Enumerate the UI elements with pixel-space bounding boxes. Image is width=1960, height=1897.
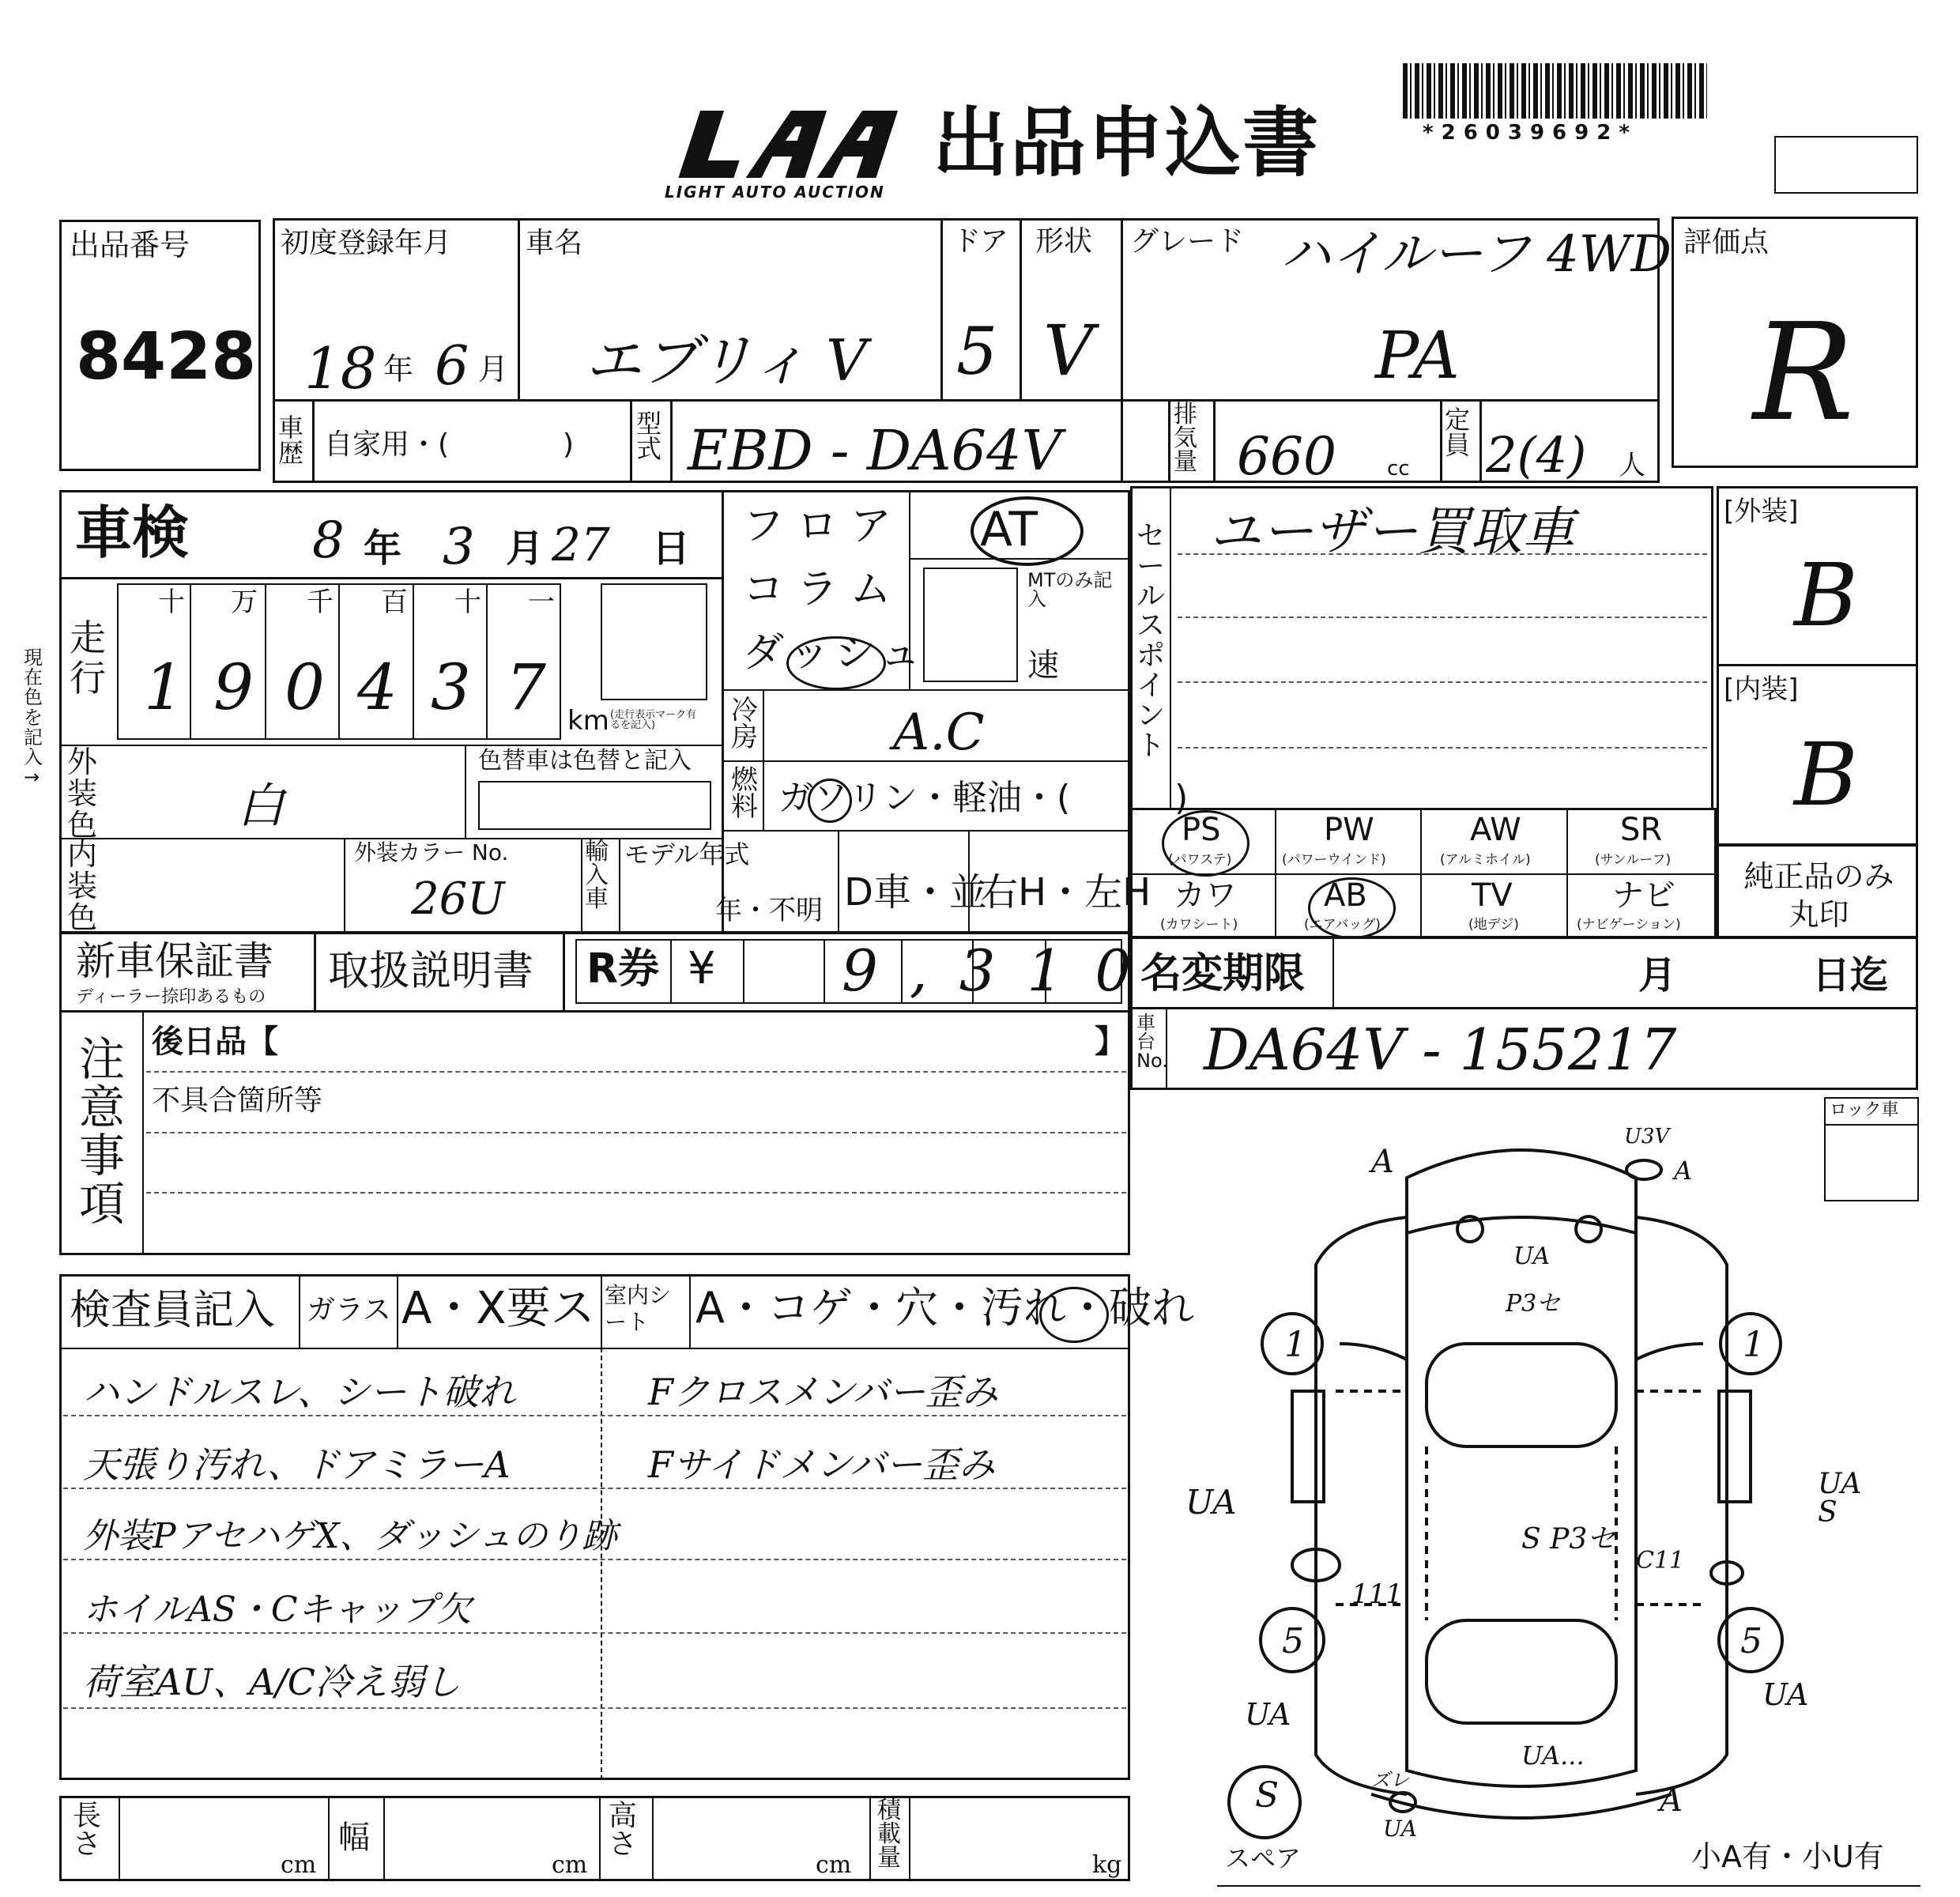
glass-value: A・X要ス bbox=[401, 1283, 595, 1334]
model-year-label: モデル年式 bbox=[624, 839, 750, 869]
mark-zure: ズレ bbox=[1371, 1769, 1409, 1791]
door-value: 5 bbox=[956, 315, 998, 390]
dim-width-label: 幅 bbox=[338, 1820, 370, 1856]
genuine-only-label: 純正品のみ丸印 bbox=[1743, 859, 1894, 932]
repaint-label: 色替車は色替と記入 bbox=[478, 747, 692, 775]
mileage-digit-1: 1 bbox=[144, 651, 184, 724]
history-label: 車歴 bbox=[278, 413, 304, 468]
dealer-value: D車・並 bbox=[844, 870, 987, 915]
listing-number-label: 出品番号 bbox=[70, 228, 190, 262]
mark-u3v: U3V bbox=[1624, 1125, 1670, 1148]
recycle-label: R券 bbox=[586, 945, 660, 993]
chassis-label: 車台No. bbox=[1136, 1012, 1168, 1072]
inspector-note-3: 外装PアセハゲX、ダッシュのり跡 bbox=[83, 1516, 617, 1556]
blank-box bbox=[1774, 136, 1918, 194]
mileage-digit-2: 9 bbox=[213, 651, 254, 724]
small-note: 小A有・小U有 bbox=[1691, 1839, 1884, 1874]
color-no-label: 外装カラー No. bbox=[354, 839, 509, 866]
equip-sr: SR bbox=[1620, 812, 1663, 848]
digit-label-10k: 万 bbox=[231, 586, 258, 618]
score-label: 評価点 bbox=[1683, 226, 1770, 258]
interior-grade-box bbox=[1717, 664, 1918, 846]
dimensions-box bbox=[59, 1796, 1130, 1881]
inspector-note-r1: Fクロスメンバー歪み bbox=[648, 1371, 998, 1413]
mark-1-right: 1 bbox=[1743, 1325, 1765, 1365]
mark-111: 111 bbox=[1351, 1578, 1403, 1610]
equip-tv-sub: (地デジ) bbox=[1468, 917, 1519, 933]
at-circle bbox=[971, 496, 1084, 566]
grade-label: グレード bbox=[1130, 225, 1245, 258]
mileage-unit-note: (走行表示マーク有るを記入) bbox=[610, 709, 697, 731]
mileage-label: 走行 bbox=[70, 617, 106, 700]
shaken-year-unit: 年 bbox=[364, 526, 402, 571]
equip-leather-sub: (カワシート) bbox=[1160, 917, 1238, 933]
model-label: 型式 bbox=[636, 409, 662, 464]
chassis-box bbox=[1130, 1007, 1918, 1090]
model-value: EBD - DA64V bbox=[688, 418, 1062, 483]
mark-s-spare: S bbox=[1255, 1775, 1280, 1816]
inspector-label: 検査員記入 bbox=[70, 1287, 276, 1334]
mark-5-left: 5 bbox=[1282, 1621, 1304, 1661]
speed-label: 速 bbox=[1027, 647, 1059, 684]
exterior-grade-label: [外装] bbox=[1724, 496, 1799, 527]
equip-ab: AB bbox=[1324, 877, 1367, 914]
registration-year: 18 bbox=[304, 335, 377, 402]
manual-box bbox=[314, 931, 565, 1013]
logo-subtitle: LIGHT AUTO AUCTION bbox=[665, 183, 885, 202]
mark-a-front-left: A bbox=[1371, 1144, 1394, 1180]
defect-label: 不具合箇所等 bbox=[152, 1084, 323, 1117]
sales-point-value: ユーザー買取車 bbox=[1209, 501, 1574, 562]
recycle-yen: ¥ bbox=[688, 943, 716, 994]
history-options: 自家用・( ) bbox=[324, 428, 575, 461]
mark-c11: C11 bbox=[1636, 1547, 1685, 1575]
shaken-label: 車検 bbox=[75, 500, 190, 566]
digit-label-1k: 千 bbox=[307, 586, 334, 618]
exterior-grade-box bbox=[1717, 486, 1918, 666]
digit-label-100: 百 bbox=[381, 586, 408, 618]
capacity-unit: 人 bbox=[1619, 450, 1645, 481]
barcode-text: *26039692* bbox=[1423, 121, 1638, 145]
notes-label: 注意事項 bbox=[79, 1032, 126, 1231]
later-close: 】 bbox=[1095, 1024, 1126, 1060]
ps-circle bbox=[1162, 810, 1250, 877]
shape-label: 形状 bbox=[1035, 225, 1093, 258]
ac-label: 冷房 bbox=[731, 695, 758, 753]
mark-ua-rear-bottom: UA bbox=[1383, 1816, 1417, 1842]
mileage-digit-6: 7 bbox=[506, 651, 546, 724]
gasoline-circle bbox=[808, 779, 852, 823]
equip-navi-sub: (ナビゲーション) bbox=[1577, 917, 1681, 933]
equip-ps: PS bbox=[1182, 812, 1221, 848]
mt-label: MTのみ記入 bbox=[1027, 569, 1113, 610]
car-name-label: 車名 bbox=[526, 227, 583, 259]
dim-length-label: 長さ bbox=[73, 1800, 102, 1861]
mark-a-front-right: A bbox=[1674, 1156, 1693, 1186]
mark-5-right: 5 bbox=[1740, 1621, 1762, 1661]
spare-label: スペア bbox=[1225, 1843, 1302, 1873]
equip-leather: カワ bbox=[1174, 877, 1237, 914]
mark-s-p3-roof: S P3セ bbox=[1521, 1523, 1616, 1556]
name-change-label: 名変期限 bbox=[1140, 950, 1306, 998]
score-box bbox=[1672, 217, 1918, 468]
mileage-mark-box bbox=[601, 583, 707, 700]
recycle-amount: 9,310 bbox=[842, 937, 1163, 1004]
mark-ua-left: UA bbox=[1185, 1483, 1237, 1522]
mark-p3-hood: P3セ bbox=[1506, 1290, 1561, 1318]
equip-aw: AW bbox=[1470, 812, 1521, 848]
dim-load-unit: kg bbox=[1092, 1851, 1122, 1879]
manual-label: 取扱説明書 bbox=[328, 948, 534, 995]
chassis-value: DA64V - 155217 bbox=[1204, 1016, 1677, 1083]
model-year-unit: 年・不明 bbox=[715, 895, 823, 926]
later-label: 後日品【 bbox=[152, 1024, 278, 1060]
inspector-note-1: ハンドルスレ、シート破れ bbox=[83, 1371, 515, 1413]
name-change-box bbox=[1130, 937, 1918, 1009]
side-note: 現在色を記入→ bbox=[24, 647, 43, 789]
fuel-options: ガソリン・軽油・( ) bbox=[778, 778, 1189, 818]
digit-label-1: 一 bbox=[528, 586, 555, 618]
mark-a-rear-right: A bbox=[1660, 1782, 1683, 1819]
interior-grade-label: [内装] bbox=[1724, 673, 1799, 705]
registration-year-unit: 年 bbox=[383, 352, 414, 387]
equip-ps-sub: (パワステ) bbox=[1168, 852, 1232, 868]
exterior-grade-value: B bbox=[1794, 545, 1858, 646]
int-color-label: 内装色 bbox=[67, 837, 98, 935]
equip-navi: ナビ bbox=[1612, 877, 1675, 914]
dim-length-unit: cm bbox=[281, 1851, 317, 1879]
listing-number-box bbox=[59, 220, 261, 471]
capacity-value: 2(4) bbox=[1486, 426, 1587, 484]
shift-column: コラム bbox=[743, 566, 904, 613]
dim-height-unit: cm bbox=[816, 1851, 852, 1879]
registration-month-unit: 月 bbox=[478, 352, 509, 387]
torn-circle bbox=[1039, 1287, 1109, 1343]
shift-value: AT bbox=[980, 502, 1038, 557]
shape-value: V bbox=[1043, 310, 1094, 391]
page-title: 出品申込書 bbox=[933, 99, 1320, 187]
warranty-label: 新車保証書 bbox=[76, 938, 273, 984]
displacement-value: 660 bbox=[1237, 426, 1336, 487]
shift-floor: フロア bbox=[743, 503, 905, 550]
mileage-digit-4: 4 bbox=[357, 651, 398, 724]
dim-load-label: 積載量 bbox=[877, 1797, 901, 1872]
fuel-label: 燃料 bbox=[731, 764, 758, 823]
seat-value: A・コゲ・穴・汚れ・破れ bbox=[695, 1283, 1194, 1333]
shaken-day-unit: 日 bbox=[652, 526, 691, 571]
listing-number: 8428 bbox=[76, 319, 257, 394]
lock-box bbox=[1824, 1097, 1919, 1201]
dim-height-label: 高さ bbox=[609, 1800, 638, 1861]
mark-ua-s-right: UA S bbox=[1818, 1468, 1862, 1529]
equip-ab-sub: (エアバッグ) bbox=[1304, 917, 1381, 933]
genuine-box bbox=[1717, 844, 1918, 938]
mileage-digit-3: 0 bbox=[285, 651, 325, 724]
digit-label-10m: 十 bbox=[158, 586, 185, 618]
mark-ua-hood: UA bbox=[1513, 1243, 1551, 1270]
grade-value-1: ハイルーフ 4WD bbox=[1280, 225, 1672, 284]
glass-label: ガラス bbox=[307, 1294, 391, 1326]
inspector-note-2: 天張り汚れ、ドアミラーA bbox=[83, 1443, 511, 1486]
mark-ua-rear-left: UA bbox=[1245, 1697, 1291, 1732]
ab-circle bbox=[1308, 877, 1396, 939]
name-change-day: 日迄 bbox=[1812, 953, 1889, 998]
laa-logo bbox=[660, 101, 921, 204]
shift-dash: ダッシュ bbox=[743, 629, 925, 677]
shaken-year: 8 bbox=[312, 511, 345, 570]
sales-point-label: セールスポイント bbox=[1136, 520, 1166, 762]
mark-ua-tail: UA... bbox=[1521, 1740, 1585, 1771]
equip-tv: TV bbox=[1472, 877, 1513, 914]
dim-width-unit: cm bbox=[552, 1851, 588, 1879]
mark-1-left: 1 bbox=[1284, 1325, 1306, 1365]
inspector-note-4: ホイルAS・Cキャップ欠 bbox=[83, 1590, 472, 1630]
barcode bbox=[1403, 63, 1707, 119]
equip-pw-sub: (パワーウインド) bbox=[1282, 852, 1386, 868]
capacity-label: 定員 bbox=[1445, 405, 1471, 460]
ac-value: A.C bbox=[893, 703, 985, 762]
equip-pw: PW bbox=[1324, 812, 1374, 848]
ext-color-value: 白 bbox=[237, 779, 285, 834]
seat-label: 室内シート bbox=[605, 1282, 672, 1335]
grade-value-2: PA bbox=[1375, 319, 1460, 394]
car-name: エブリィ V bbox=[585, 327, 868, 394]
import-label: 輸入車 bbox=[585, 838, 609, 913]
mark-ua-rear-right: UA bbox=[1762, 1677, 1809, 1712]
shaken-month: 3 bbox=[443, 518, 475, 576]
color-no-value: 26U bbox=[411, 873, 505, 925]
displacement-label: 排気量 bbox=[1174, 401, 1197, 476]
equip-aw-sub: (アルミホイル) bbox=[1440, 852, 1531, 868]
digit-label-10: 十 bbox=[454, 586, 481, 618]
interior-grade-value: B bbox=[1794, 724, 1858, 825]
warranty-box bbox=[59, 931, 316, 1013]
inspector-note-5: 荷室AU、A/C冷え弱し bbox=[83, 1661, 461, 1703]
repaint-box bbox=[478, 781, 711, 830]
shaken-day: 27 bbox=[552, 518, 610, 571]
handle-value: 右H・左H bbox=[980, 870, 1152, 915]
shift-dash-circle bbox=[786, 636, 886, 690]
inspector-note-r2: Fサイドメンバー歪み bbox=[648, 1443, 996, 1486]
ext-color-label: 外装色 bbox=[67, 745, 98, 843]
displacement-unit: cc bbox=[1387, 457, 1410, 481]
mt-box bbox=[923, 568, 1018, 682]
name-change-month: 月 bbox=[1638, 953, 1677, 998]
equip-sr-sub: (サンルーフ) bbox=[1595, 852, 1672, 868]
lock-label: ロック車 bbox=[1830, 1100, 1899, 1120]
door-label: ドア bbox=[952, 225, 1008, 258]
mileage-digit-5: 3 bbox=[431, 651, 471, 724]
registration-month: 6 bbox=[435, 335, 469, 398]
registration-label: 初度登録年月 bbox=[281, 227, 452, 259]
mileage-unit: km bbox=[567, 705, 609, 737]
warranty-sub: ディーラー捺印あるもの bbox=[76, 987, 266, 1007]
shaken-month-unit: 月 bbox=[506, 526, 545, 571]
score-value: R bbox=[1753, 295, 1854, 451]
